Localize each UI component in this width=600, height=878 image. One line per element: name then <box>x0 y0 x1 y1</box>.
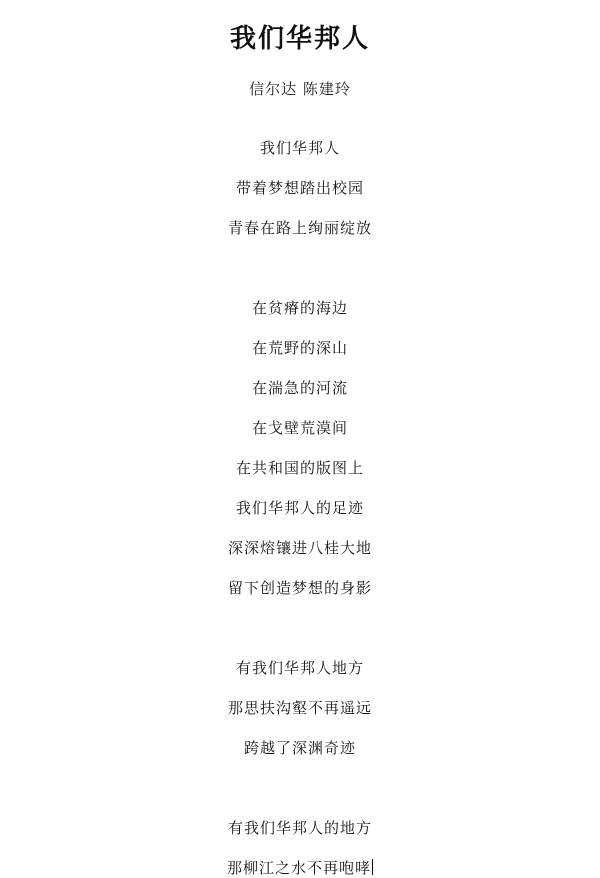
lyric-line: 在贫瘠的海边 <box>251 299 348 317</box>
lyric-line: 我们华邦人的足迹 <box>235 499 364 517</box>
lyric-line-blank <box>0 598 600 618</box>
lyric-line-blank <box>0 318 600 338</box>
lyric-line-blank <box>0 678 600 698</box>
lyric-line: 在荒野的深山 <box>251 339 348 357</box>
lyric-line-blank <box>0 638 600 658</box>
lyric-line-blank <box>0 158 600 178</box>
lyric-line-blank <box>0 258 600 278</box>
lyric-line-blank <box>0 838 600 858</box>
lyric-line: 有我们华邦人地方 <box>235 659 364 677</box>
lyric-line: 在湍急的河流 <box>251 379 348 397</box>
lyric-line: 在共和国的版图上 <box>235 459 364 477</box>
lyric-line: 我们华邦人 <box>259 139 340 157</box>
lyric-line-blank <box>0 718 600 738</box>
lyric-line: 在戈壁荒漠间 <box>251 419 348 437</box>
lyric-line: 有我们华邦人的地方 <box>227 819 372 837</box>
page-title: 我们华邦人 <box>229 24 370 54</box>
lyric-line-blank <box>0 778 600 798</box>
lyric-line-blank <box>0 798 600 818</box>
lyric-line-blank <box>0 618 600 638</box>
lyric-line: 那思扶沟壑不再遥远 <box>227 699 372 717</box>
lyric-line-blank <box>0 238 600 258</box>
lyric-line-blank <box>0 118 600 138</box>
lyric-line-blank <box>0 518 600 538</box>
document-authors: 信尔达 陈建玲 <box>249 80 351 98</box>
lyric-line-blank <box>0 758 600 778</box>
lyric-line-blank <box>0 478 600 498</box>
lyric-line: 带着梦想踏出校园 <box>235 179 364 197</box>
lyric-line-blank <box>0 198 600 218</box>
lyric-line: 跨越了深渊奇迹 <box>243 739 356 757</box>
text-cursor <box>372 859 373 875</box>
lyrics-body <box>0 118 600 878</box>
lyric-line-blank <box>0 358 600 378</box>
document-page <box>0 22 600 877</box>
lyric-line-blank <box>0 558 600 578</box>
lyric-line: 深深熔镶进八桂大地 <box>227 539 372 557</box>
lyric-line: 青春在路上绚丽绽放 <box>227 219 372 237</box>
lyric-line-blank <box>0 438 600 458</box>
lyric-line-blank <box>0 278 600 298</box>
lyric-line: 那柳江之水不再咆哮 <box>226 859 371 877</box>
lyric-line-blank <box>0 398 600 418</box>
lyric-line: 留下创造梦想的身影 <box>227 579 372 597</box>
